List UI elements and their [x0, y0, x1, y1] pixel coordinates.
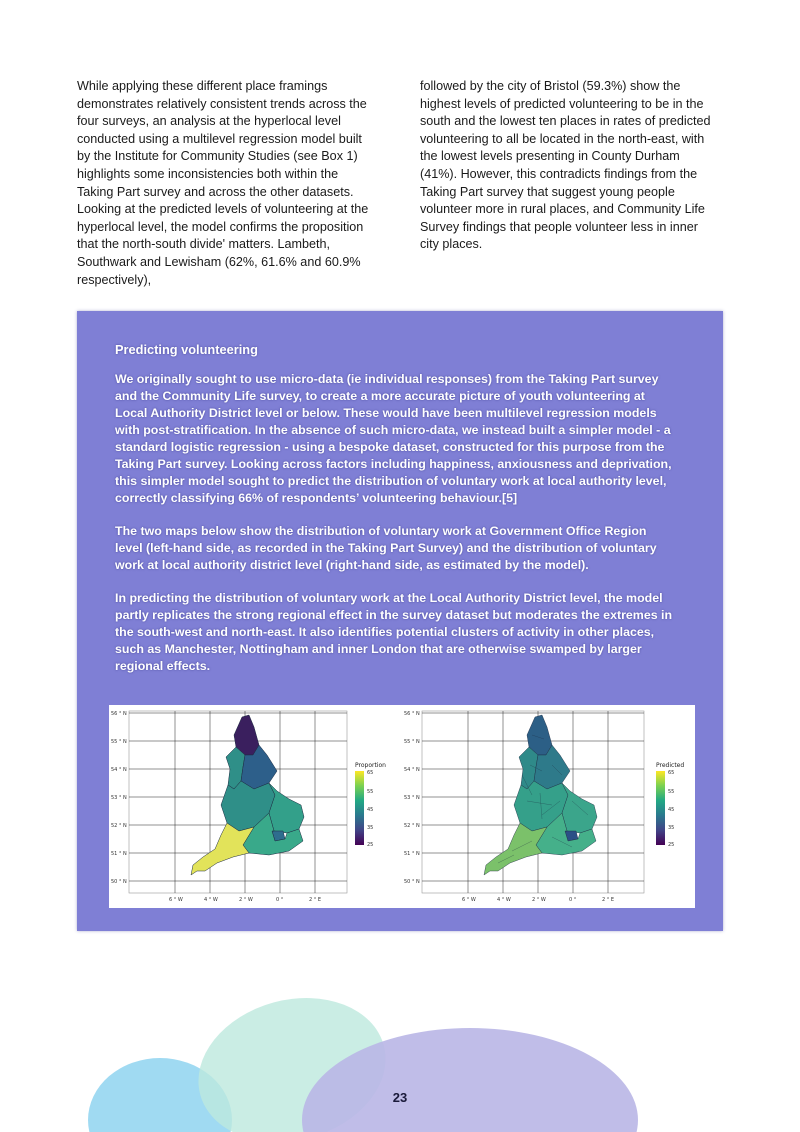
y-tick-label: 55 ° N	[111, 739, 127, 745]
legend-tick: 45	[668, 807, 675, 813]
legend-tick: 25	[367, 842, 374, 848]
legend-tick: 65	[367, 770, 374, 776]
legend-tick: 45	[367, 807, 374, 813]
y-tick-label: 53 ° N	[111, 795, 127, 801]
page-number: 23	[392, 1090, 408, 1105]
box-paragraph-2: The two maps below show the distribution of voluntary work at Government Office Region level (left-hand side, as recorded in the Taking Part Survey) and the distribution of voluntary work at local authority district level (right-hand side, as estimated by the model).	[115, 524, 657, 572]
x-tick-label: 6 ° W	[462, 897, 476, 903]
right-column-paragraph: followed by the city of Bristol (59.3%) show the highest levels of predicted volunteering to be in the south and the lowest ten places in rates of predicted volunteering to all be located in the north-east, with the lowest levels presenting in County Durham (41%). However, this contradicts findings from the Taking Part survey that suggest young people volunteer more in rural places, and Community Life Survey findings that people volunteer less in inner city places.	[420, 79, 711, 252]
maps-figure	[109, 705, 695, 908]
x-tick-label: 4 ° W	[497, 897, 511, 903]
x-tick-label: 0 °	[276, 897, 284, 903]
x-tick-label: 2 ° E	[602, 897, 615, 903]
box-paragraph-1: We originally sought to use micro-data (ie individual responses) from the Taking Part survey and the Community Life survey, to create a more accurate picture of youth volunteering at Local Authority District level or below. These would have been multilevel regression models with post-stratification. In the absence of such micro-data, we instead built a simpler model - a standard logistic regression - using a bespoke dataset, constructed for this purpose from the Taking Part survey. Looking across factors including happiness, anxiousness and deprivation, this simpler model sought to predict the distribution of voluntary work at local authority level, correctly classifying 66% of respondents’ volunteering behaviour.[5]	[115, 372, 672, 505]
legend-title: Predicted	[656, 762, 685, 769]
x-tick-label: 6 ° W	[169, 897, 183, 903]
x-tick-label: 2 ° E	[309, 897, 322, 903]
y-tick-label: 51 ° N	[111, 851, 127, 857]
right-text-column	[420, 78, 720, 254]
y-tick-label: 52 ° N	[111, 823, 127, 829]
left-column-paragraph: While applying these different place framings demonstrates relatively consistent trends across the four surveys, an analysis at the hyperlocal level conducted using a multilevel regression model built by the Institute for Community Studies (see Box 1) highlights some inconsistencies both within the Taking Part survey and across the other datasets. Looking at the predicted levels of volunteering at the hyperlocal level, the model confirms the proposition that the north-south divide' matters. Lambeth, Southwark and Lewisham (62%, 61.6% and 60.9% respectively),	[77, 79, 369, 287]
y-tick-label: 50 ° N	[404, 879, 420, 885]
box-title: Predicting volunteering	[115, 342, 258, 357]
x-tick-label: 2 ° W	[239, 897, 253, 903]
y-axis-ticks	[404, 711, 420, 885]
y-tick-label: 51 ° N	[404, 851, 420, 857]
y-tick-label: 56 ° N	[404, 711, 420, 717]
decorative-blobs	[0, 990, 800, 1132]
y-tick-label: 50 ° N	[111, 879, 127, 885]
x-tick-label: 2 ° W	[532, 897, 546, 903]
predicting-volunteering-box	[77, 311, 723, 931]
legend-tick: 35	[668, 825, 675, 831]
y-tick-label: 53 ° N	[404, 795, 420, 801]
colorbar	[355, 771, 364, 845]
legend-tick: 55	[668, 789, 675, 795]
legend-tick: 65	[668, 770, 675, 776]
y-tick-label: 54 ° N	[111, 767, 127, 773]
legend-tick: 55	[367, 789, 374, 795]
y-tick-label: 55 ° N	[404, 739, 420, 745]
legend-title: Proportion	[355, 762, 386, 769]
colorbar	[656, 771, 665, 845]
region-map-left	[109, 705, 402, 908]
legend-tick: 25	[668, 842, 675, 848]
x-axis-ticks	[169, 897, 321, 903]
y-tick-label: 52 ° N	[404, 823, 420, 829]
legend-tick: 35	[367, 825, 374, 831]
y-axis-ticks	[111, 711, 127, 885]
district-map-right	[402, 705, 695, 908]
x-tick-label: 0 °	[569, 897, 577, 903]
x-axis-ticks	[462, 897, 614, 903]
y-tick-label: 56 ° N	[111, 711, 127, 717]
box-paragraph-3: In predicting the distribution of voluntary work at the Local Authority District level, the model partly replicates the strong regional effect in the survey dataset but moderates the extremes in the south-west and north-east. It also identifies potential clusters of activity in other places, such as Manchester, Nottingham and inner London that are otherwise swamped by larger regional effects.	[115, 591, 673, 673]
x-tick-label: 4 ° W	[204, 897, 218, 903]
left-text-column	[77, 78, 377, 289]
box-content	[115, 341, 675, 691]
y-tick-label: 54 ° N	[404, 767, 420, 773]
